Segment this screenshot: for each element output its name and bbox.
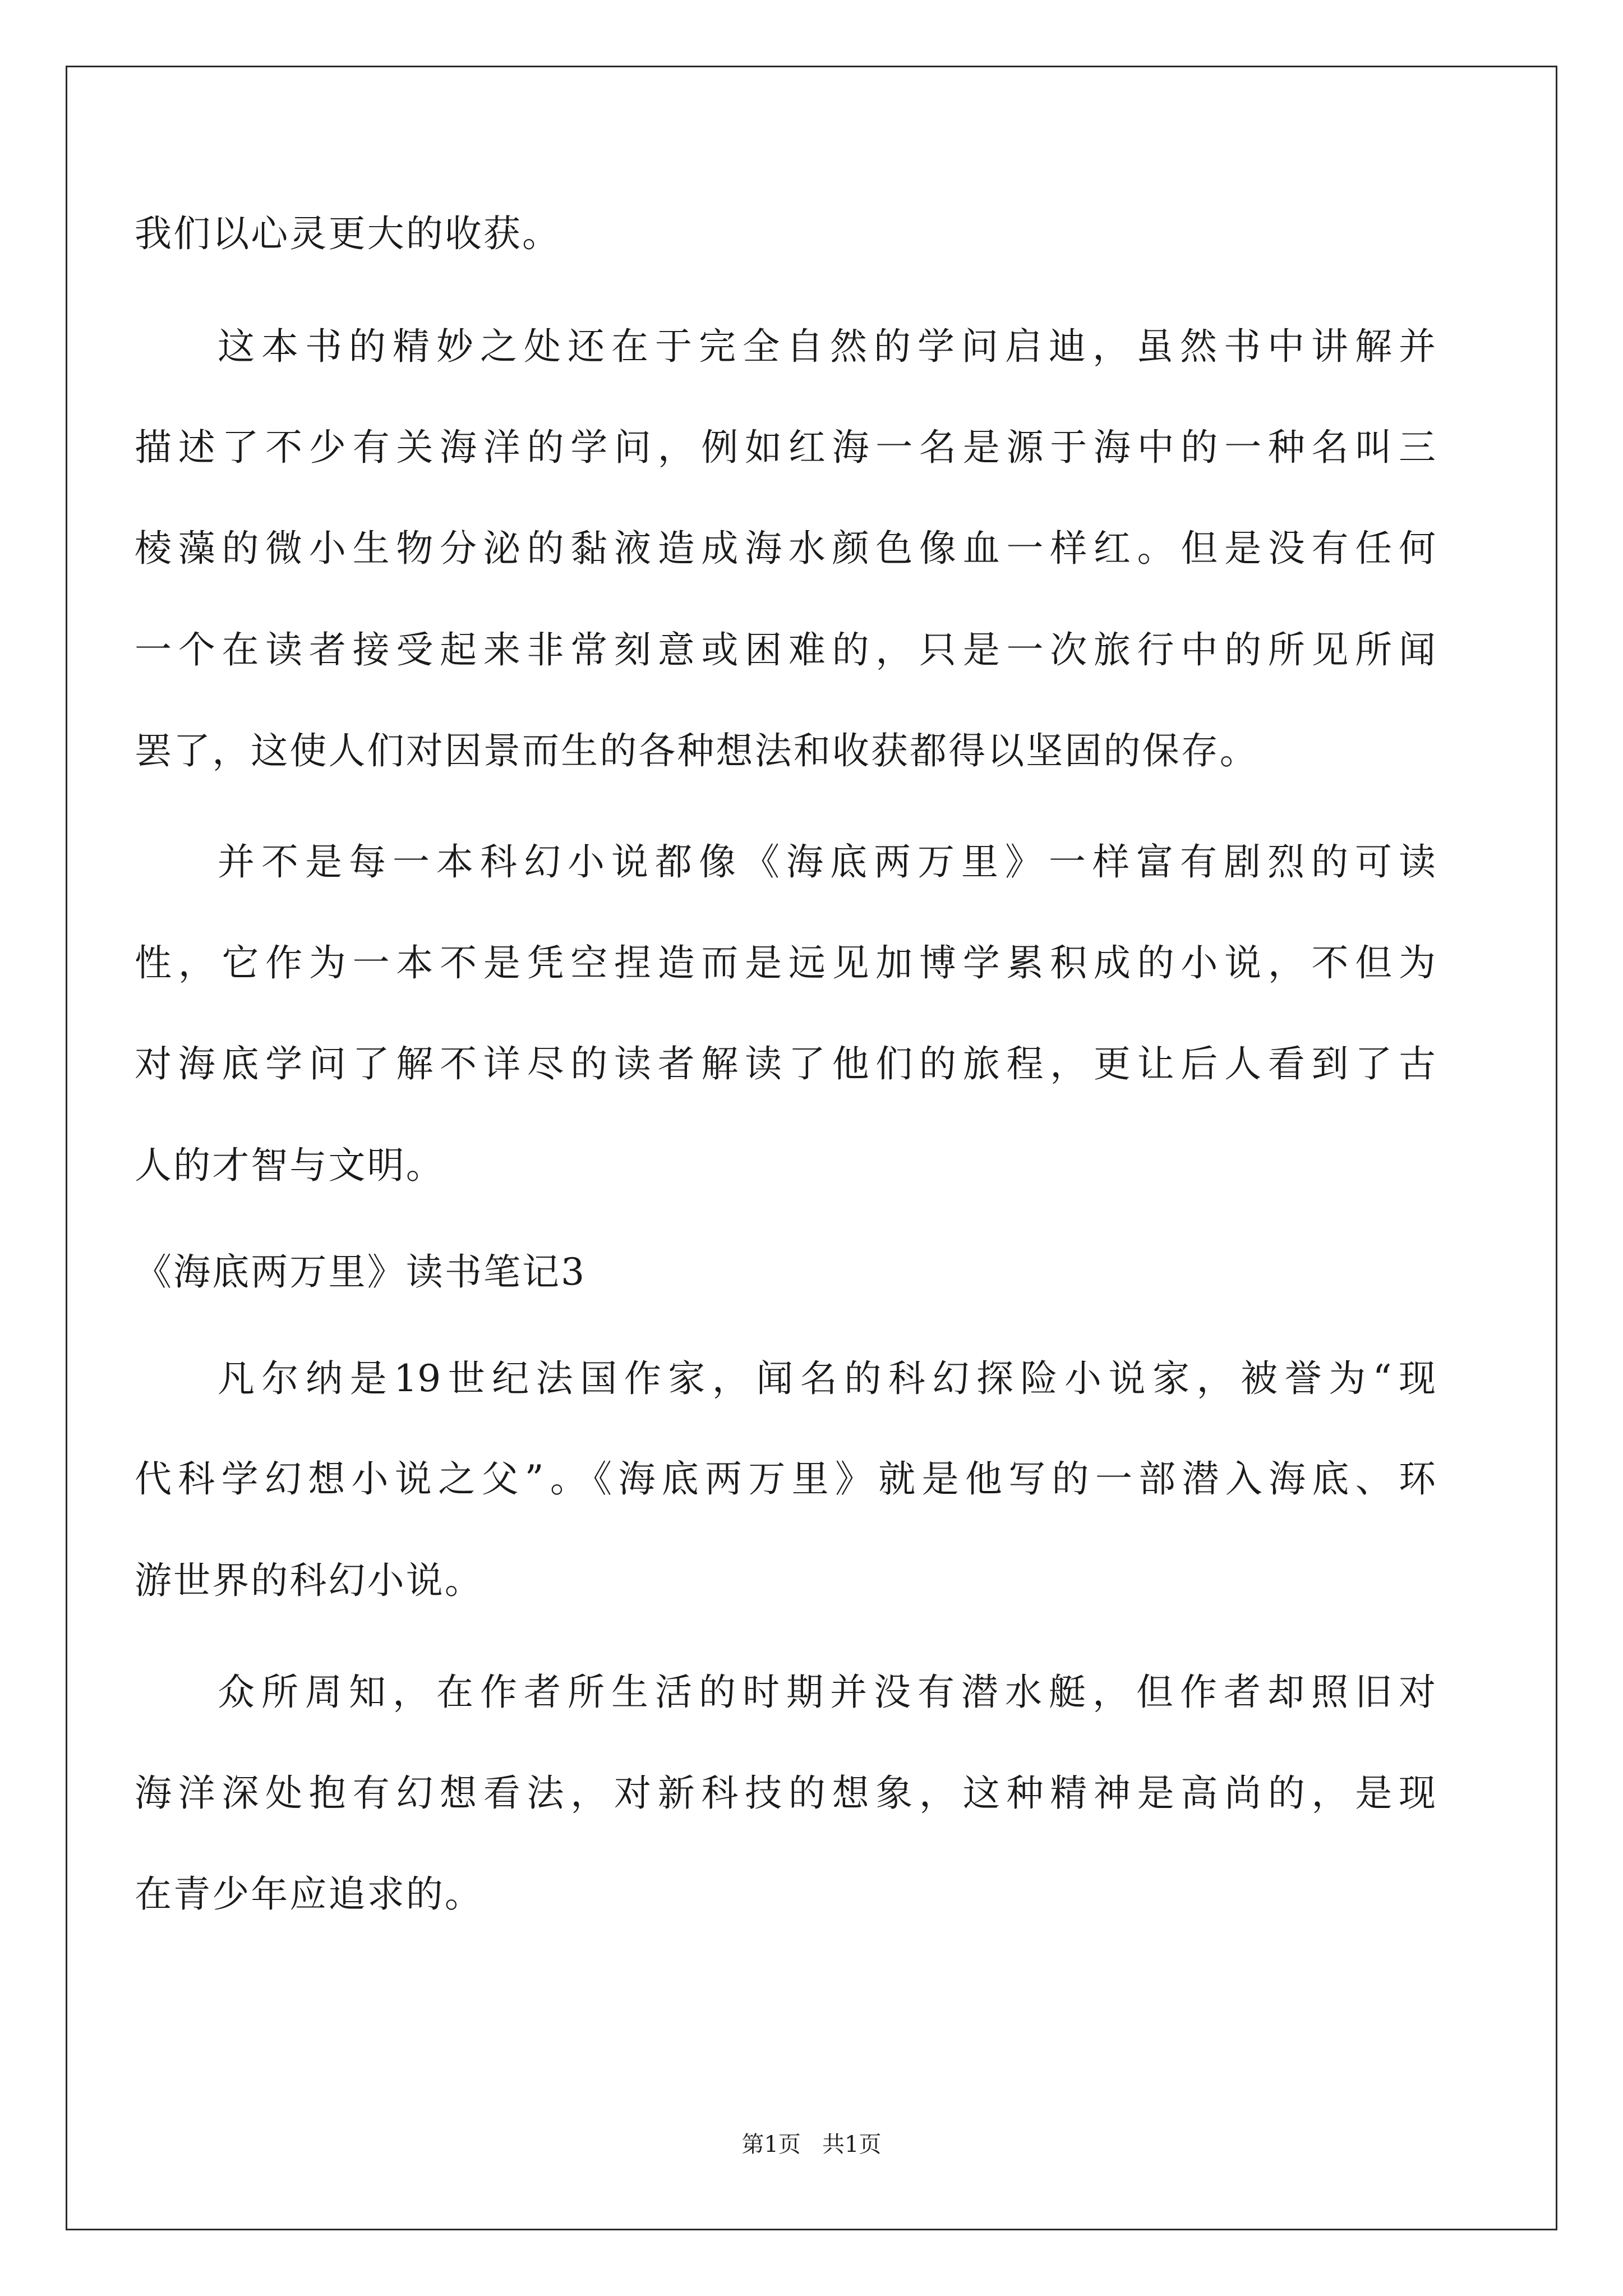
text-line: 代科学幻想小说之父”。《海底两万里》就是他写的一部潜入海底、环 (135, 1457, 1436, 1501)
paragraph-first-line: 并不是每一本科幻小说都像《海底两万里》一样富有剧烈的可读 (218, 840, 1436, 884)
text-line: 人的才智与文明。 (135, 1144, 445, 1187)
text-line: 描述了不少有关海洋的学问，例如红海一名是源于海中的一种名叫三 (135, 426, 1436, 469)
page-footer: 第1页 共1页 (741, 2132, 882, 2157)
text-line: 我们以心灵更大的收获。 (135, 212, 561, 255)
text-line: 罢了，这使人们对因景而生的各种想法和收获都得以坚固的保存。 (135, 729, 1258, 772)
text-line: 对海底学问了解不详尽的读者解读了他们的旅程，更让后人看到了古 (135, 1042, 1436, 1085)
paragraph-first-line: 凡尔纳是19世纪法国作家，闻名的科幻探险小说家，被誉为“现 (218, 1357, 1436, 1400)
section-heading: 《海底两万里》读书笔记3 (135, 1250, 587, 1294)
text-line: 棱藻的微小生物分泌的黏液造成海水颜色像血一样红。但是没有任何 (135, 527, 1436, 570)
paragraph-first-line: 这本书的精妙之处还在于完全自然的学问启迪，虽然书中讲解并 (218, 325, 1436, 368)
text-line: 游世界的科幻小说。 (135, 1559, 483, 1602)
text-line: 性，它作为一本不是凭空捏造而是远见加博学累积成的小说，不但为 (135, 941, 1436, 984)
text-line: 在青少年应追求的。 (135, 1872, 483, 1916)
paragraph-first-line: 众所周知，在作者所生活的时期并没有潜水艇，但作者却照旧对 (218, 1671, 1436, 1714)
text-line: 海洋深处抱有幻想看法，对新科技的想象，这种精神是高尚的，是现 (135, 1772, 1436, 1815)
text-line: 一个在读者接受起来非常刻意或困难的，只是一次旅行中的所见所闻 (135, 628, 1436, 671)
